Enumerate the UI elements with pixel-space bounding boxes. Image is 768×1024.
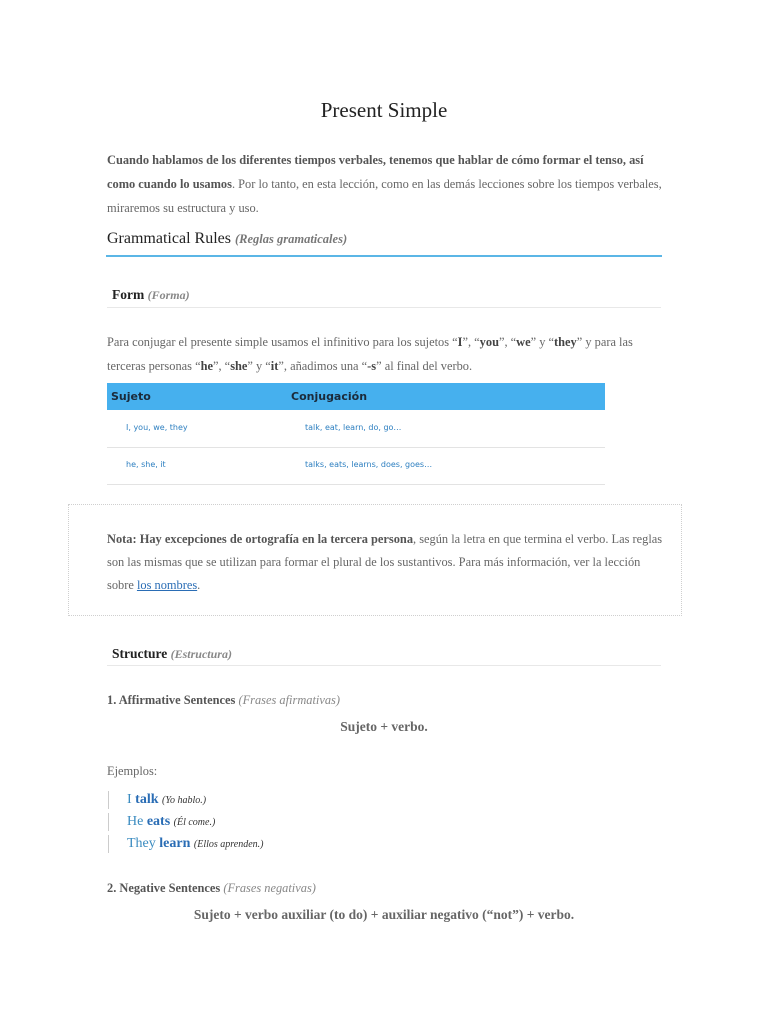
heading-text: Grammatical Rules <box>107 230 231 247</box>
structure-heading <box>112 646 232 662</box>
table-cell: talk, eat, learn, do, go… <box>305 423 402 432</box>
negative-formula: Sujeto + verbo auxiliar (to do) + auxiliar negativo (“not”) + verbo. <box>193 907 575 922</box>
intro-bold: Cuando hablamos de los diferentes tiempos verbales, tenemos que hablar de cómo formar el tenso, así como cuando lo usamos <box>107 153 644 191</box>
form-heading <box>112 287 190 303</box>
table-cell: he, she, it <box>126 460 166 469</box>
heading-text: Form <box>112 287 145 302</box>
heading-subtitle: (Forma) <box>147 288 190 302</box>
intro-rest: . Por lo tanto, en esta lección, como en las demás lecciones sobre los tiempos verbales, miraremos su estructura y uso. <box>107 177 662 215</box>
heading-subtitle: (Estructura) <box>170 647 232 661</box>
affirmative-heading: 1. Affirmative Sentences (Frases afirmativas) <box>107 693 340 707</box>
affirmative-formula: Sujeto + verbo. <box>340 719 428 734</box>
form-paragraph: Para conjugar el presente simple usamos el infinitivo para los sujetos “I”, “you”, “we” y “they” y para las terceras personas “he”, “she” y “it”, añadimos una “-s” al final del verbo. <box>107 335 633 373</box>
table-row <box>107 447 605 485</box>
section-divider <box>107 307 661 308</box>
section-divider <box>107 665 661 666</box>
heading-text: Structure <box>112 646 168 661</box>
grammatical-rules-heading <box>107 230 347 248</box>
column-header: Sujeto <box>111 390 151 403</box>
examples-label: Ejemplos: <box>107 764 158 778</box>
heading-subtitle: (Reglas gramaticales) <box>234 232 348 246</box>
page-title: Present Simple <box>320 98 448 122</box>
table-row <box>107 410 605 448</box>
table-cell: I, you, we, they <box>126 423 188 432</box>
column-header: Conjugación <box>291 390 368 403</box>
example-item: They learn (Ellos aprenden.) <box>108 835 264 853</box>
example-item: He eats (Él come.) <box>108 813 215 831</box>
negative-heading: 2. Negative Sentences (Frases negativas) <box>107 881 316 895</box>
heading-divider <box>106 255 662 257</box>
los-nombres-link[interactable]: los nombres <box>136 578 198 592</box>
example-item: I talk (Yo hablo.) <box>108 791 206 809</box>
table-header <box>107 383 605 410</box>
table-cell: talks, eats, learns, does, goes… <box>305 460 433 469</box>
note-text: Nota: Hay excepciones de ortografía en la tercera persona, según la letra en que termina el verbo. Las reglas son las mismas que se utilizan para formar el plural de los sustantivos. Para más información, ver la lección sobre los nombres. <box>107 532 663 592</box>
intro-paragraph <box>107 148 663 220</box>
